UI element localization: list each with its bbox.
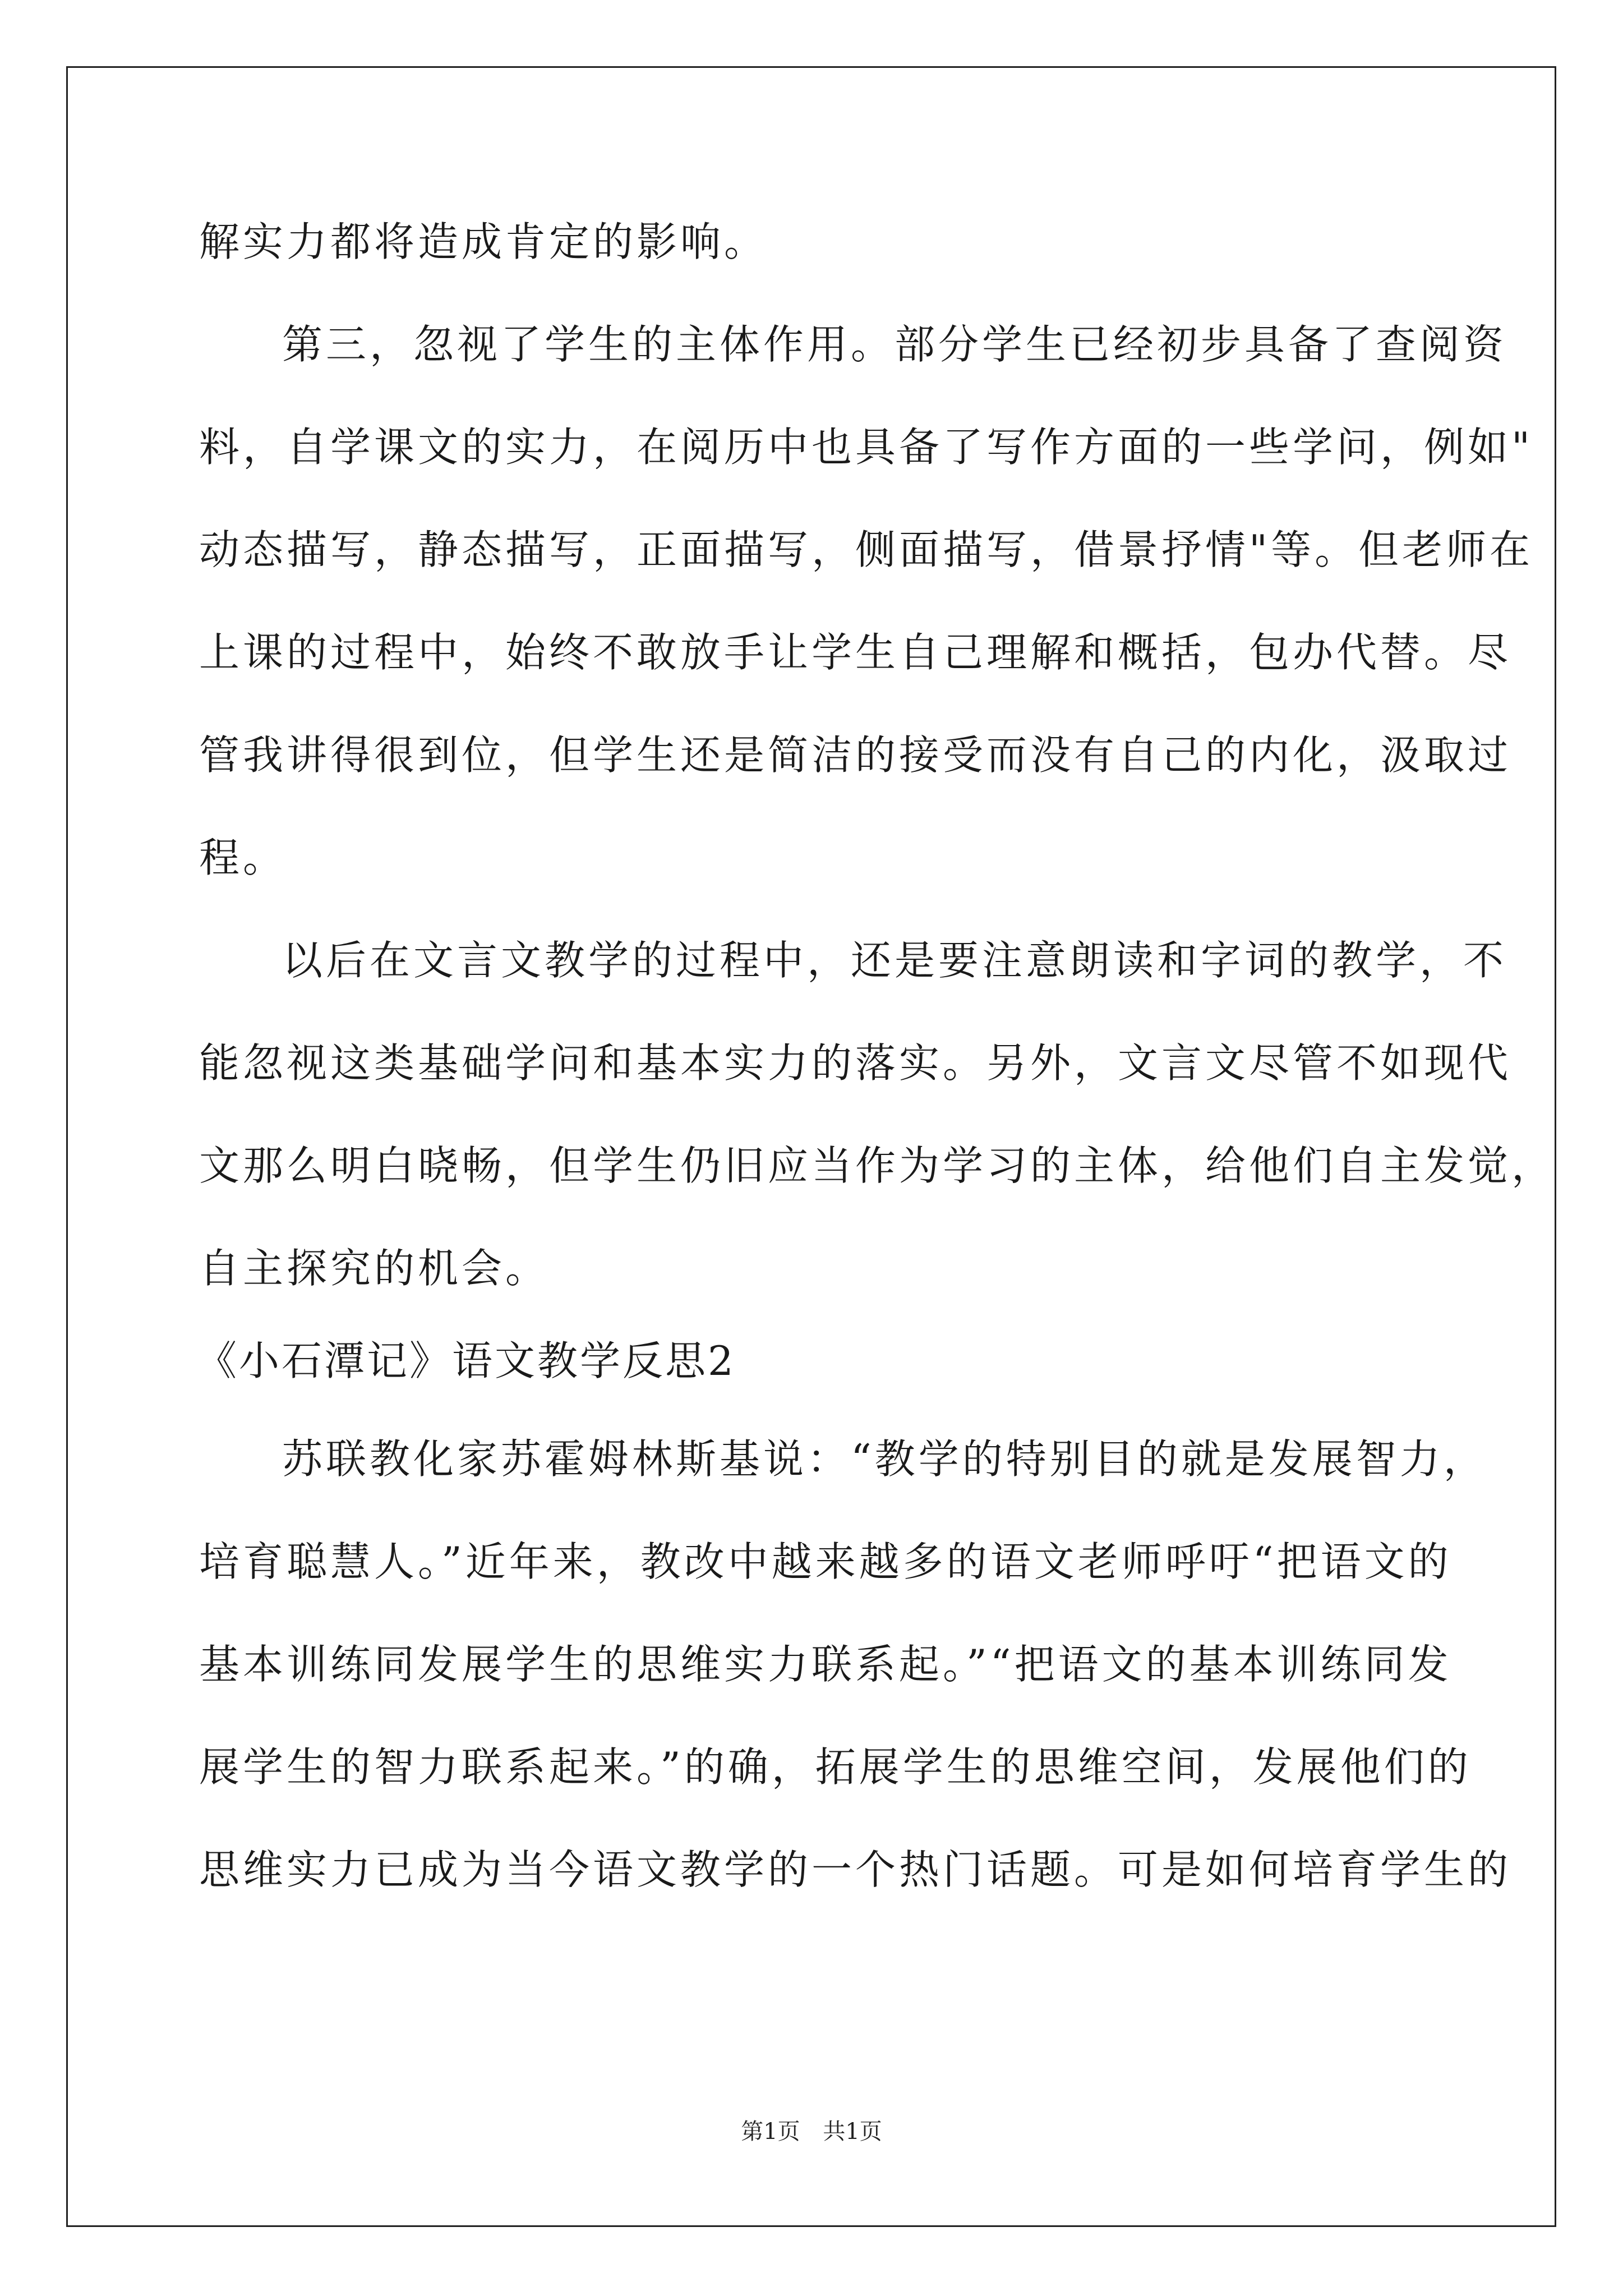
text-line: 自主探究的机会。 (199, 1245, 550, 1292)
text-line: 培育聪慧人。”近年来，教改中越来越多的语文老师呼吁“把语文的 (199, 1538, 1452, 1585)
text-line: 解实力都将造成肯定的影响。 (199, 218, 768, 265)
text-line: 能忽视这类基础学问和基本实力的落实。另外，文言文尽管不如现代 (199, 1039, 1512, 1087)
text-line: 文那么明白晓畅，但学生仍旧应当作为学习的主体，给他们自主发觉， (199, 1142, 1556, 1189)
text-line: 思维实力已成为当今语文教学的一个热门话题。可是如何培育学生的 (199, 1846, 1512, 1893)
paragraph-start-line: 第三，忽视了学生的主体作用。部分学生已经初步具备了查阅资 (282, 321, 1507, 368)
text-line: 基本训练同发展学生的思维实力联系起。”“把语文的基本训练同发 (199, 1641, 1452, 1688)
section-heading: 《小石潭记》语文教学反思2 (196, 1337, 736, 1384)
paragraph-start-line: 以后在文言文教学的过程中，还是要注意朗读和字词的教学，不 (282, 937, 1507, 984)
text-line: 管我讲得很到位，但学生还是简洁的接受而没有自己的内化，汲取过 (199, 731, 1512, 779)
page-total: 共1页 (823, 2119, 882, 2145)
text-line: 上课的过程中，始终不敢放手让学生自己理解和概括，包办代替。尽 (199, 629, 1512, 676)
text-line: 料，自学课文的实力，在阅历中也具备了写作方面的一些学问，例如" (199, 424, 1534, 471)
paragraph-start-line: 苏联教化家苏霍姆林斯基说：“教学的特别目的就是发展智力， (282, 1435, 1487, 1483)
text-line: 展学生的智力联系起来。”的确，拓展学生的思维空间，发展他们的 (199, 1743, 1472, 1791)
text-line: 动态描写，静态描写，正面描写，侧面描写，借景抒情"等。但老师在 (199, 526, 1534, 573)
page-footer (0, 2115, 1623, 2148)
page-number: 第1页 (741, 2119, 800, 2145)
text-line: 程。 (199, 834, 287, 881)
